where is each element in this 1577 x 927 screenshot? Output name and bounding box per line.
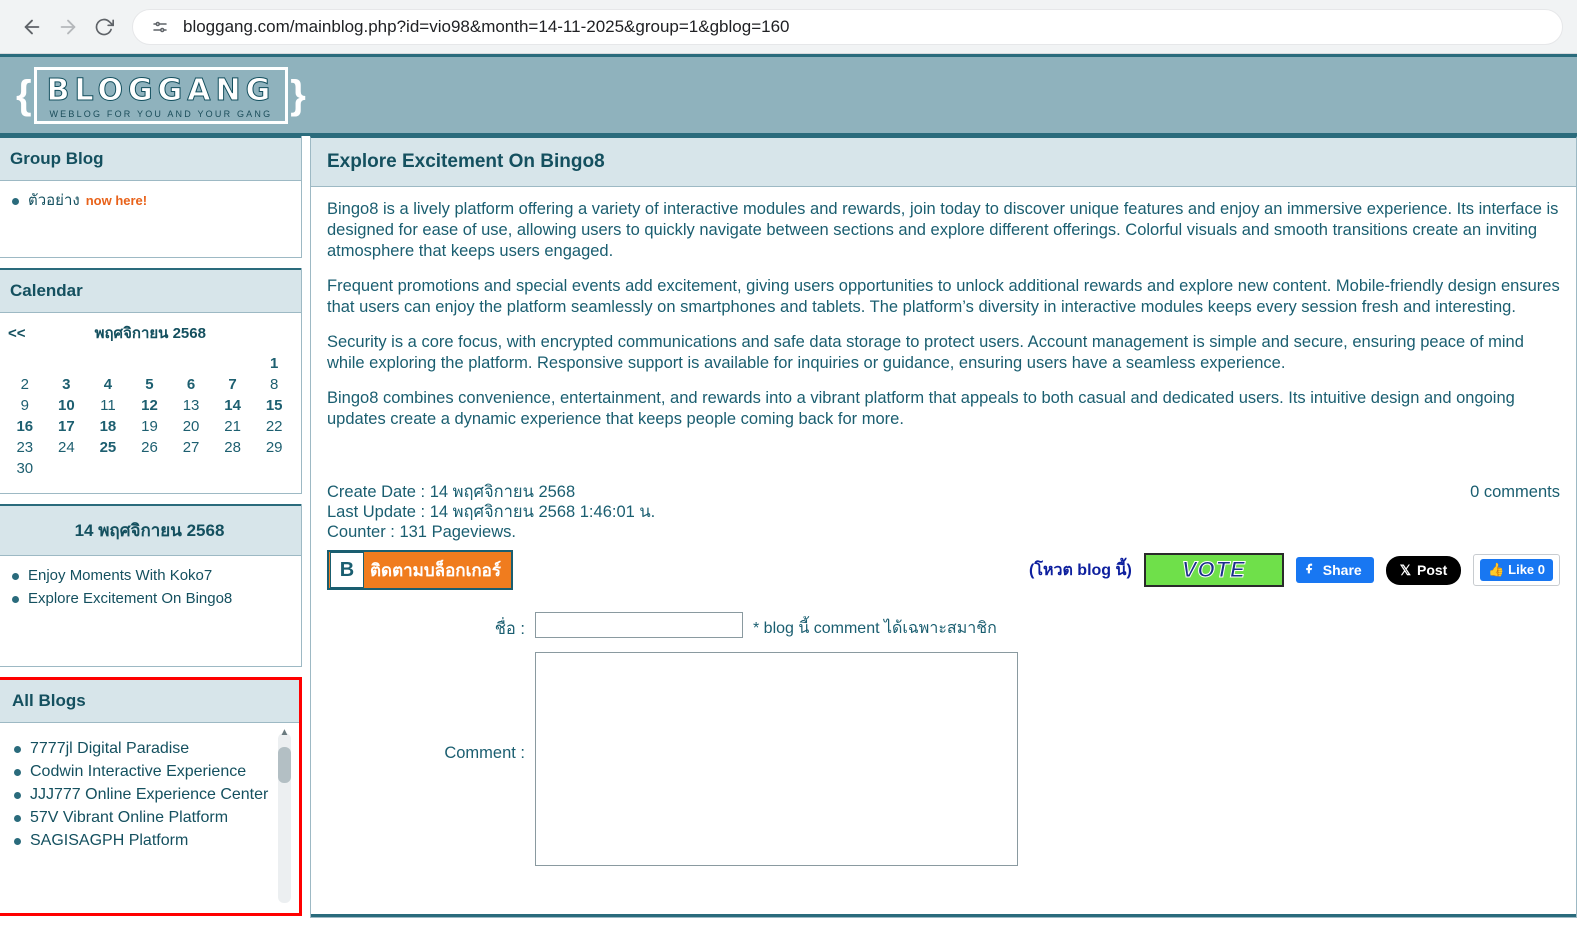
calendar-day[interactable]: 16 bbox=[16, 418, 34, 435]
facebook-f-icon bbox=[1304, 562, 1317, 578]
calendar-day[interactable]: 3 bbox=[62, 376, 71, 393]
calendar-day[interactable]: 5 bbox=[145, 376, 154, 393]
calendar-day[interactable]: 28 bbox=[224, 439, 241, 456]
x-logo-icon: 𝕏 bbox=[1399, 561, 1411, 578]
follow-blogger-label: ติดตามบล็อกเกอร์ bbox=[370, 560, 502, 580]
calendar-week bbox=[4, 437, 295, 458]
page-title: Explore Excitement On Bingo8 bbox=[311, 138, 1576, 187]
create-date: Create Date : 14 พฤศจิกายน 2568 bbox=[327, 483, 576, 501]
calendar-day[interactable]: 27 bbox=[182, 439, 200, 456]
now-here-badge: now here! bbox=[85, 193, 148, 208]
article-meta bbox=[311, 482, 1576, 542]
logo-tagline: WEBLOG FOR YOU AND YOUR GANG bbox=[49, 108, 273, 119]
name-label: ชื่อ : bbox=[494, 620, 525, 638]
calendar-day[interactable]: 24 bbox=[58, 439, 75, 456]
all-blogs-link[interactable]: Codwin Interactive Experience bbox=[30, 763, 247, 780]
site-logo[interactable] bbox=[34, 67, 289, 124]
calendar-panel bbox=[0, 268, 302, 494]
calendar-day[interactable]: 6 bbox=[186, 376, 196, 393]
logo-text: BLOGGANG bbox=[46, 72, 276, 108]
members-only-note: * blog นี้ comment ได้เฉพาะสมาชิก bbox=[753, 620, 997, 637]
comment-form bbox=[311, 590, 1576, 866]
last-update: Last Update : 14 พฤศจิกายน 2568 1:46:01 น. bbox=[327, 503, 656, 521]
list-item[interactable] bbox=[10, 589, 289, 608]
calendar-day[interactable]: 29 bbox=[265, 439, 283, 456]
calendar-week bbox=[4, 458, 295, 479]
calendar-day[interactable]: 17 bbox=[58, 418, 75, 435]
like-inner bbox=[1480, 559, 1553, 581]
calendar-day[interactable]: 8 bbox=[270, 376, 279, 393]
day-posts-body bbox=[0, 556, 301, 666]
thumbs-up-icon: 👍 bbox=[1488, 562, 1505, 577]
sidebar bbox=[0, 136, 302, 916]
calendar-month-label: พฤศจิกายน 2568 bbox=[94, 325, 206, 342]
bloggang-b-icon: B bbox=[330, 552, 364, 588]
forward-arrow-icon bbox=[57, 16, 79, 38]
calendar-prev-button[interactable]: << bbox=[8, 324, 26, 342]
calendar-nav bbox=[4, 321, 295, 345]
list-item[interactable] bbox=[10, 566, 289, 585]
comment-label: Comment : bbox=[444, 744, 525, 762]
counter: Counter : 131 Pageviews. bbox=[327, 523, 516, 541]
facebook-share-button[interactable] bbox=[1296, 557, 1374, 583]
x-post-label: Post bbox=[1416, 562, 1448, 578]
calendar-day[interactable]: 15 bbox=[265, 397, 283, 414]
calendar-day[interactable]: 19 bbox=[141, 418, 158, 435]
calendar-grid bbox=[4, 353, 295, 479]
all-blogs-link[interactable]: JJJ777 Online Experience Center bbox=[30, 786, 269, 803]
address-bar-text: bloggang.com/mainblog.php?id=vio98&month=14-11-2025&group=1&gblog=160 bbox=[183, 16, 790, 36]
group-blog-link[interactable]: ตัวอย่าง bbox=[28, 192, 80, 209]
x-post-button[interactable] bbox=[1386, 556, 1462, 585]
calendar-day[interactable]: 20 bbox=[182, 418, 200, 435]
forward-button[interactable] bbox=[50, 9, 86, 45]
all-blogs-link[interactable]: 57V Vibrant Online Platform bbox=[30, 809, 229, 826]
all-blogs-link[interactable]: SAGISAGPH Platform bbox=[30, 832, 189, 849]
name-row bbox=[327, 612, 1560, 642]
content-area bbox=[0, 136, 1577, 924]
group-blog-body bbox=[0, 181, 301, 257]
calendar-day[interactable]: 13 bbox=[182, 397, 200, 414]
article-paragraph: Security is a core focus, with encrypted communications and safe data storage to protect users. Account management is simple and secure, ensuring peace of mind while exploring the platform. Responsive support is available for inquiries or guidance, ensuring users have a seamless experience. bbox=[327, 333, 1524, 372]
comment-textarea[interactable] bbox=[535, 652, 1018, 866]
day-post-link[interactable]: Enjoy Moments With Koko7 bbox=[28, 567, 213, 584]
calendar-title: Calendar bbox=[0, 268, 301, 313]
calendar-day[interactable]: 2 bbox=[20, 376, 29, 393]
main-article bbox=[310, 136, 1577, 918]
day-post-link[interactable]: Explore Excitement On Bingo8 bbox=[28, 590, 233, 607]
list-item[interactable] bbox=[12, 831, 273, 850]
group-blog-list bbox=[10, 191, 289, 210]
facebook-like-button[interactable] bbox=[1473, 554, 1560, 586]
web-page bbox=[0, 54, 1577, 927]
calendar-day[interactable]: 23 bbox=[16, 439, 34, 456]
vote-image-text: VOTE bbox=[1181, 557, 1246, 582]
calendar-day[interactable]: 10 bbox=[58, 397, 75, 414]
site-settings-icon[interactable] bbox=[147, 16, 173, 38]
reload-icon bbox=[94, 17, 114, 37]
calendar-day[interactable]: 14 bbox=[224, 397, 241, 414]
reload-button[interactable] bbox=[86, 9, 122, 45]
back-button[interactable] bbox=[14, 9, 50, 45]
vote-button[interactable] bbox=[1144, 553, 1284, 587]
calendar-day[interactable]: 11 bbox=[100, 397, 116, 414]
logo-right-brace: } bbox=[290, 72, 306, 117]
article-paragraph: Bingo8 is a lively platform offering a variety of interactive modules and rewards, join today to discover unique features and enjoy an immersive experience. Its interface is designed for ease of use, allowing users to quickly navigate between sections and explore different offerings. Colorful visuals and smooth transitions create an inviting atmosphere that keeps users engaged. bbox=[327, 200, 1559, 260]
browser-toolbar bbox=[0, 0, 1577, 54]
list-item[interactable] bbox=[12, 785, 273, 804]
comment-row bbox=[327, 652, 1560, 866]
calendar-body bbox=[0, 313, 301, 493]
logo-left-brace: { bbox=[16, 72, 32, 117]
all-blogs-list bbox=[12, 739, 273, 850]
calendar-day[interactable]: 1 bbox=[270, 355, 279, 372]
all-blogs-scrollbar-thumb[interactable] bbox=[278, 747, 291, 783]
calendar-week bbox=[4, 353, 295, 374]
list-item[interactable] bbox=[12, 808, 273, 827]
list-item[interactable] bbox=[12, 739, 273, 758]
day-posts-title: 14 พฤศจิกายน 2568 bbox=[0, 504, 301, 556]
day-posts-list bbox=[10, 566, 289, 608]
site-header bbox=[0, 54, 1577, 136]
vote-label: (โหวต blog นี้) bbox=[1029, 561, 1132, 579]
article-paragraph: Bingo8 combines convenience, entertainment, and rewards into a vibrant platform that appeals to both casual and dedicated users. Its intuitive design and ongoing updates create a dynamic experience that keeps people coming back for more. bbox=[327, 389, 1515, 428]
list-item[interactable] bbox=[10, 191, 289, 210]
name-input[interactable] bbox=[535, 612, 743, 638]
calendar-day[interactable]: 30 bbox=[16, 460, 34, 477]
social-row bbox=[311, 542, 1576, 590]
caret-up-icon[interactable]: ▲ bbox=[279, 727, 290, 738]
address-bar[interactable] bbox=[132, 9, 1563, 45]
article-body bbox=[311, 187, 1576, 430]
follow-blogger-button[interactable] bbox=[327, 550, 513, 590]
calendar-day[interactable]: 9 bbox=[20, 397, 29, 414]
calendar-week bbox=[4, 395, 295, 416]
like-label: Like 0 bbox=[1508, 562, 1545, 577]
calendar-day[interactable]: 26 bbox=[141, 439, 158, 456]
calendar-day[interactable]: 18 bbox=[99, 418, 117, 435]
bottom-border bbox=[311, 914, 1576, 917]
calendar-day[interactable]: 4 bbox=[103, 376, 113, 393]
calendar-day[interactable]: 21 bbox=[224, 418, 241, 435]
back-arrow-icon bbox=[21, 16, 43, 38]
group-blog-panel bbox=[0, 136, 302, 258]
day-posts-panel bbox=[0, 504, 302, 667]
calendar-day[interactable]: 22 bbox=[265, 418, 283, 435]
group-blog-title: Group Blog bbox=[0, 136, 301, 181]
comments-count: 0 comments bbox=[1470, 483, 1560, 501]
calendar-day[interactable]: 7 bbox=[228, 376, 237, 393]
calendar-week bbox=[4, 374, 295, 395]
all-blogs-link[interactable]: 7777jl Digital Paradise bbox=[30, 740, 190, 757]
all-blogs-scroll-area[interactable] bbox=[0, 723, 299, 913]
calendar-day[interactable]: 12 bbox=[141, 397, 158, 414]
calendar-week bbox=[4, 416, 295, 437]
all-blogs-title: All Blogs bbox=[0, 680, 299, 723]
article-paragraph: Frequent promotions and special events add excitement, giving users opportunities to unlock additional rewards and explore new content. Mobile-friendly design ensures that users can enjoy the platform seamlessly on smartphones and tablets. The platform’s diversity in interactive modules keeps every session fresh and interesting. bbox=[327, 277, 1560, 316]
calendar-day-today[interactable]: 25 bbox=[99, 439, 117, 456]
facebook-share-label: Share bbox=[1322, 562, 1362, 578]
all-blogs-panel bbox=[0, 677, 302, 916]
list-item[interactable] bbox=[12, 762, 273, 781]
